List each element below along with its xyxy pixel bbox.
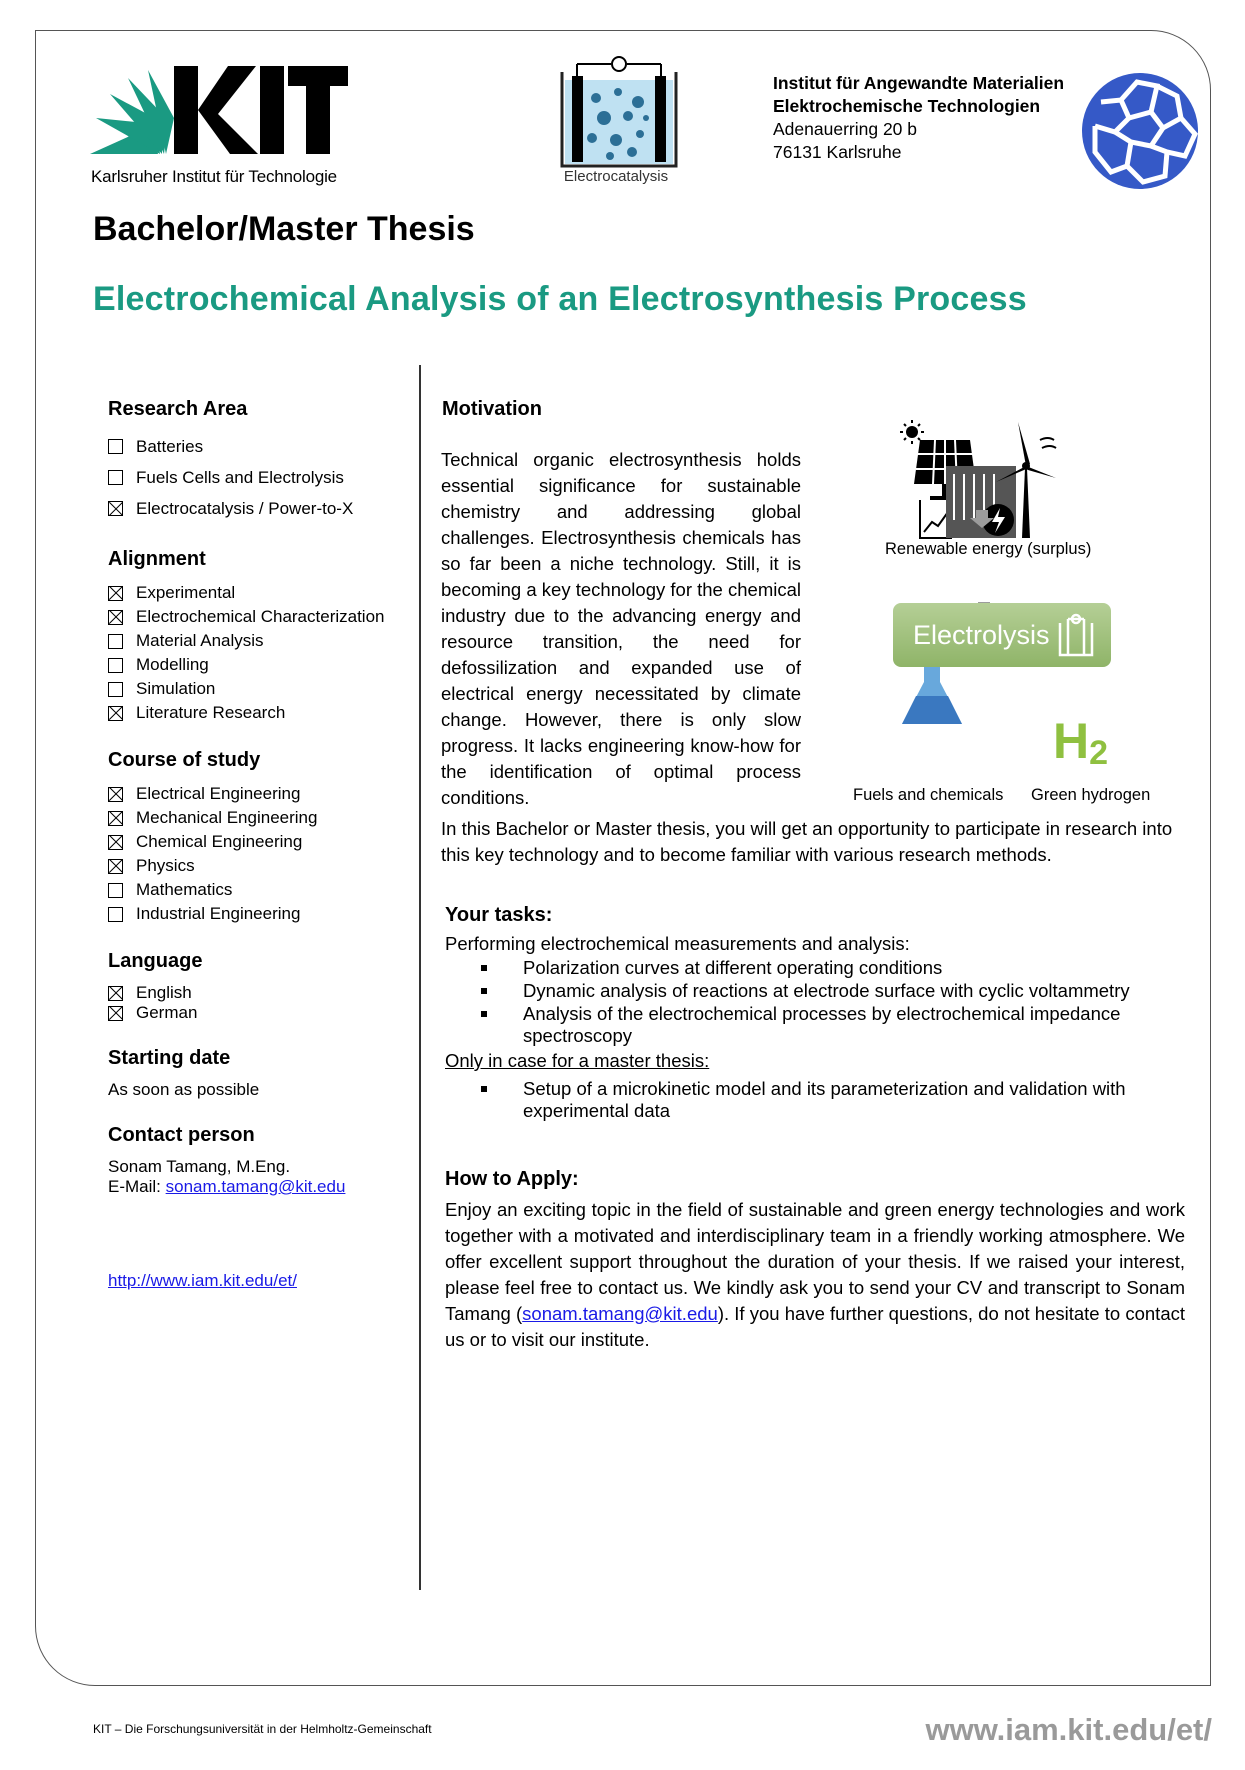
checkbox-item: Material Analysis [108,629,413,653]
website-line [108,1271,413,1291]
checkbox-checked-icon [108,501,123,516]
checkbox-item: Electrocatalysis / Power-to-X [108,493,413,524]
checkbox-checked-icon [108,859,123,874]
motivation-section [442,398,1177,421]
column-divider [419,365,421,1590]
list-item: Analysis of the electrochemical processes by electrochemical impedance spectroscopy [481,1003,1185,1047]
checkbox-item: Experimental [108,581,413,605]
checkbox-unchecked-icon [108,439,123,454]
research-area-list [108,431,413,524]
starting-date-heading: Starting date [108,1047,231,1069]
research-area-heading: Research Area [108,398,248,420]
hydro-dam-icon [946,466,1016,538]
motivation-text: Technical organic electrosynthesis holds essential significance for sustainable chemistry and addressing global challenges. Electrosynthesis chemicals has so far been a niche technology. Still, it is becoming a key technology for the chemical industry due to the advancing energy and resource transition, the need for defossilization and expanded use of electrical energy necessitated by climate change. However, there is only slow progress. It lacks engineering know-how for the identification of optimal process conditions. [441,449,801,808]
footer-tagline: KIT – Die Forschungsuniversität in der Helmholtz-Gemeinschaft [93,1722,432,1736]
checkbox-checked-icon [108,835,123,850]
hydrogen-caption: Green hydrogen [1031,786,1151,804]
checkbox-item: Mathematics [108,878,413,902]
alignment-section [108,548,413,725]
footer-url: www.iam.kit.edu/et/ [925,1712,1212,1747]
contact-section [108,1124,413,1197]
tasks-section [445,904,1185,1123]
checkbox-checked-icon [108,586,123,601]
document-type: Bachelor/Master Thesis [93,210,475,248]
electrolysis-label: Electrolysis [913,619,1050,650]
contact-email-line: E-Mail: sonam.tamang@kit.edu [108,1177,346,1196]
institute-address [773,72,1064,164]
checkbox-item: Mechanical Engineering [108,806,413,830]
apply-email-link[interactable]: sonam.tamang@kit.edu [522,1303,718,1324]
thesis-opportunity-text: In this Bachelor or Master thesis, you will get an opportunity to participate in research into this key technology and to become familiar with various research methods. [441,818,1173,865]
list-item: Setup of a microkinetic model and its parameterization and validation with experimental data [481,1078,1185,1122]
language-section [108,950,413,1023]
checkbox-item: English [108,983,413,1003]
checkbox-checked-icon [108,706,123,721]
checkbox-item: Modelling [108,653,413,677]
alignment-list [108,581,413,725]
checkbox-unchecked-icon [108,470,123,485]
checkbox-unchecked-icon [108,658,123,673]
sidebar [108,398,413,1291]
checkbox-checked-icon [108,787,123,802]
tasks-heading: Your tasks: [445,904,553,926]
website-link[interactable]: http://www.iam.kit.edu/et/ [108,1271,297,1290]
checkbox-item: German [108,1003,413,1023]
institute-name: Institut für Angewandte Materialien [773,73,1065,93]
starting-date-value: As soon as possible [108,1080,260,1099]
kit-tagline: Karlsruher Institut für Technologie [91,167,337,186]
street-address: Adenauerring 20 b [773,119,917,139]
checkbox-unchecked-icon [108,907,123,922]
electrocatalysis-caption: Electrocatalysis [563,168,669,185]
electrolyzer-icon [1056,613,1096,657]
starting-date-section [108,1047,413,1100]
globe-icon [1081,72,1199,190]
checkbox-unchecked-icon [108,883,123,898]
contact-name: Sonam Tamang, M.Eng. [108,1157,291,1176]
list-item: Polarization curves at different operating conditions [481,957,1185,979]
tasks-list [445,957,1185,1047]
checkbox-item: Fuels Cells and Electrolysis [108,462,413,493]
checkbox-unchecked-icon [108,682,123,697]
language-heading: Language [108,950,203,972]
apply-section [445,1168,1185,1353]
checkbox-checked-icon [108,986,123,1001]
checkbox-unchecked-icon [108,634,123,649]
apply-text: Enjoy an exciting topic in the field of sustainable and green energy technologies and work together with a motivated and interdisciplinary team in a friendly working atmosphere. We offer excellent support throughout the duration of your thesis. If we raised your interest, please feel free to contact us. We kindly ask you to send your CV and transcript to Sonam Tamang (sonam.tamang@kit.edu). If you have further questions, do not hesitate to contact us or to visit our institute. [445,1199,1186,1350]
apply-heading: How to Apply: [445,1168,579,1190]
fuels-caption: Fuels and chemicals [853,786,1004,804]
checkbox-item: Batteries [108,431,413,462]
checkbox-checked-icon [108,811,123,826]
checkbox-checked-icon [108,610,123,625]
list-item: Dynamic analysis of reactions at electrode surface with cyclic voltammetry [481,980,1185,1002]
checkbox-item: Physics [108,854,413,878]
tasks-intro: Performing electrochemical measurements and analysis: [445,933,910,954]
electrocatalysis-icon [556,56,682,176]
checkbox-item: Simulation [108,677,413,701]
hydrogen-icon: $H_2$ [1053,713,1109,772]
course-heading: Course of study [108,749,261,771]
electrolysis-box [893,603,1111,667]
alignment-heading: Alignment [108,548,206,570]
course-section [108,749,413,926]
course-list [108,782,413,926]
master-only-heading: Only in case for a master thesis: [445,1050,710,1071]
contact-email-link[interactable]: sonam.tamang@kit.edu [165,1177,346,1196]
department-name: Elektrochemische Technologien [773,96,1041,116]
checkbox-item: Industrial Engineering [108,902,413,926]
checkbox-item: Literature Research [108,701,413,725]
master-tasks-list [445,1078,1185,1122]
city-address: 76131 Karlsruhe [773,142,902,162]
language-list [108,983,413,1023]
research-area-section [108,398,413,524]
thesis-title: Electrochemical Analysis of an Electrosynthesis Process [93,280,1027,318]
renewable-caption: Renewable energy (surplus) [885,540,1092,558]
motivation-heading: Motivation [442,398,542,420]
checkbox-item: Electrical Engineering [108,782,413,806]
checkbox-item: Electrochemical Characterization [108,605,413,629]
contact-heading: Contact person [108,1124,255,1146]
checkbox-checked-icon [108,1006,123,1021]
checkbox-item: Chemical Engineering [108,830,413,854]
